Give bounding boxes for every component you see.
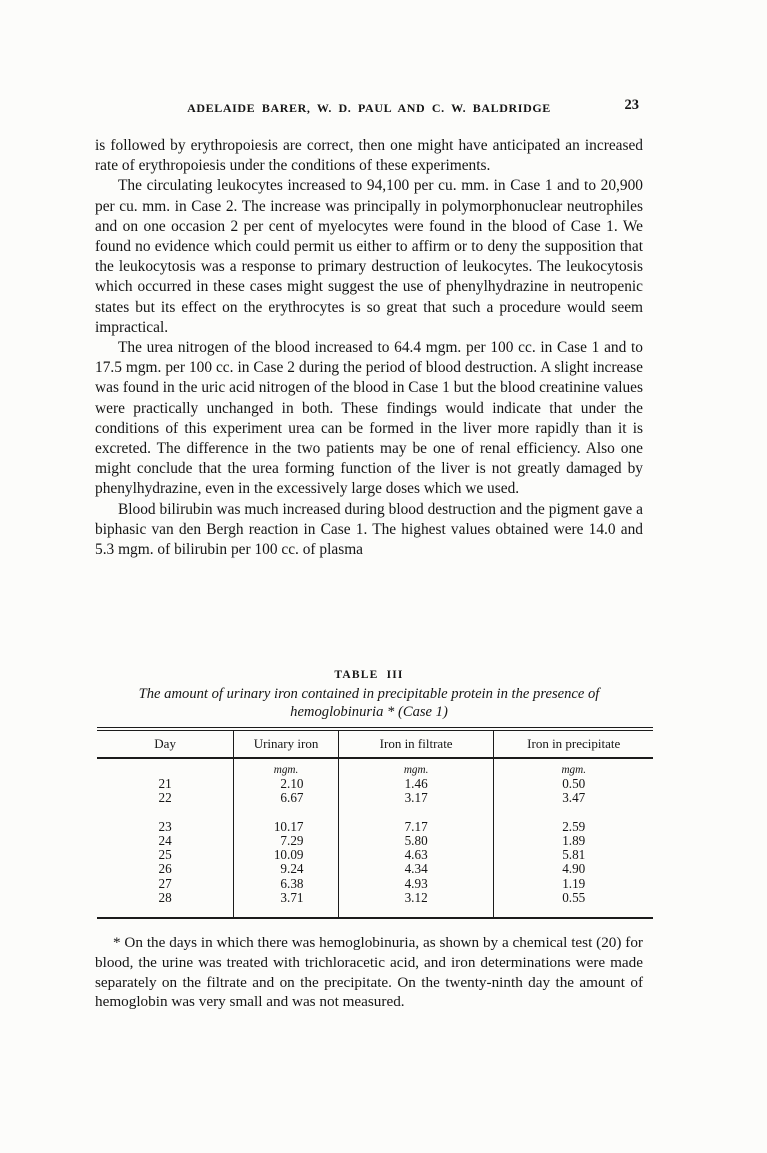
unit-cell: mgm. <box>338 758 494 777</box>
table-row <box>97 791 653 805</box>
day-cell: 25 <box>158 847 172 863</box>
table-caption-line-1: The amount of urinary iron contained in precipitable protein in the presence of <box>138 686 600 702</box>
table-row <box>97 820 653 834</box>
urinary-iron-cell: 10.09 <box>234 848 339 862</box>
body-text <box>95 136 643 560</box>
running-header <box>95 99 643 117</box>
day-cell: 22 <box>158 790 172 806</box>
day-cell: 23 <box>158 818 172 834</box>
column-header-urinary-iron: Urinary iron <box>234 729 339 758</box>
day-cell: 27 <box>158 875 172 891</box>
iron-filtrate-cell: 4.34 <box>338 862 494 876</box>
iron-precipitate-cell: 3.47 <box>494 791 653 805</box>
column-header-day: Day <box>97 729 234 758</box>
day-cell: 26 <box>158 861 172 877</box>
table-row <box>97 862 653 876</box>
iron-filtrate-cell: 5.80 <box>338 834 494 848</box>
day-cell: 21 <box>158 776 172 791</box>
table-group-spacer <box>97 806 653 820</box>
urinary-iron-cell: 10.17 <box>234 820 339 834</box>
table-row <box>97 834 653 848</box>
urinary-iron-cell: 2.10 <box>234 777 339 791</box>
iron-precipitate-cell: 1.19 <box>494 877 653 891</box>
iron-precipitate-cell: 2.59 <box>494 820 653 834</box>
urinary-iron-cell: 9.24 <box>234 862 339 876</box>
table-caption <box>95 686 643 721</box>
day-cell: 28 <box>158 890 172 906</box>
column-header-iron-in-filtrate: Iron in filtrate <box>338 729 494 758</box>
table-row <box>97 848 653 862</box>
iron-filtrate-cell: 3.12 <box>338 891 494 918</box>
table-footnote: * On the days in which there was hemoglobinuria, as shown by a chemical test (20) for blood, the urine was treated with trichloracetic acid, and iron determinations were made separately on the filtrate and on the precipitate. On the twenty-ninth day the amount of hemoglobin was very small and was not measured. <box>95 934 643 1011</box>
urinary-iron-cell: 7.29 <box>234 834 339 848</box>
urinary-iron-cell: 3.71 <box>234 891 339 918</box>
body-paragraph-2: The circulating leukocytes increased to 94,100 per cu. mm. in Case 1 and to 20,900 per cu. mm. in Case 2. The increase was principally in polymorphonuclear neutrophiles and on one occasion 2 per cent of myelocytes were found in the blood of Case 1. We found no evidence which could permit us either to affirm or to deny the supposition that the leukocytosis was a response to primary destruction of leukocytes. The leukocytosis which occurred in these cases might suggest the use of phenylhydrazine in neutropenic states but its effect on the erythrocytes is so great that such a procedure would seem impractical. <box>95 177 643 336</box>
body-paragraph-3: The urea nitrogen of the blood increased to 64.4 mgm. per 100 cc. in Case 1 and to 17.5 mgm. per 100 cc. in Case 2 during the period of blood destruction. A slight increase was found in the uric acid nitrogen of the blood in Case 1 but the blood creatinine values were practically unchanged in both. These findings would indicate that under the conditions of this experiment urea can be formed in the liver more rapidly than it is excreted. The difference in the two patients may be one of renal efficiency. Also one might conclude that the urea forming function of the liver is not greatly damaged by phenylhydrazine, even in the excessively large doses which we used. <box>95 339 643 498</box>
unit-row <box>97 758 653 777</box>
table-caption-line-2: hemoglobinuria * (Case 1) <box>290 703 448 720</box>
body-paragraph-4: Blood bilirubin was much increased during blood destruction and the pigment gave a biphasic van den Bergh reaction in Case 1. The highest values obtained were 14.0 and 5.3 mgm. of bilirubin per 100 cc. of plasma <box>95 500 643 559</box>
iron-filtrate-cell: 7.17 <box>338 820 494 834</box>
iron-precipitate-cell: 5.81 <box>494 848 653 862</box>
unit-cell: mgm. <box>494 758 653 777</box>
iron-precipitate-cell: 0.55 <box>494 891 653 918</box>
page-number: 23 <box>624 97 639 113</box>
table-row <box>97 891 653 918</box>
table-row <box>97 777 653 791</box>
table-row <box>97 877 653 891</box>
urinary-iron-cell: 6.38 <box>234 877 339 891</box>
unit-cell: mgm. <box>234 758 339 777</box>
urinary-iron-cell: 6.67 <box>234 791 339 805</box>
iron-filtrate-cell: 1.46 <box>338 777 494 791</box>
running-header-title: ADELAIDE BARER, W. D. PAUL AND C. W. BALDRIDGE <box>187 101 551 115</box>
table-label: TABLE III <box>334 669 404 681</box>
iron-filtrate-cell: 4.93 <box>338 877 494 891</box>
iron-precipitate-cell: 0.50 <box>494 777 653 791</box>
data-table <box>97 727 653 919</box>
iron-precipitate-cell: 1.89 <box>494 834 653 848</box>
body-paragraph-1: is followed by erythropoiesis are correct, then one might have anticipated an increased rate of erythropoiesis under the conditions of these experiments. <box>95 137 643 175</box>
iron-filtrate-cell: 3.17 <box>338 791 494 805</box>
iron-precipitate-cell: 4.90 <box>494 862 653 876</box>
iron-filtrate-cell: 4.63 <box>338 848 494 862</box>
column-header-iron-in-precipitate: Iron in precipitate <box>494 729 653 758</box>
day-cell: 24 <box>158 832 172 848</box>
table-header-row <box>97 729 653 758</box>
